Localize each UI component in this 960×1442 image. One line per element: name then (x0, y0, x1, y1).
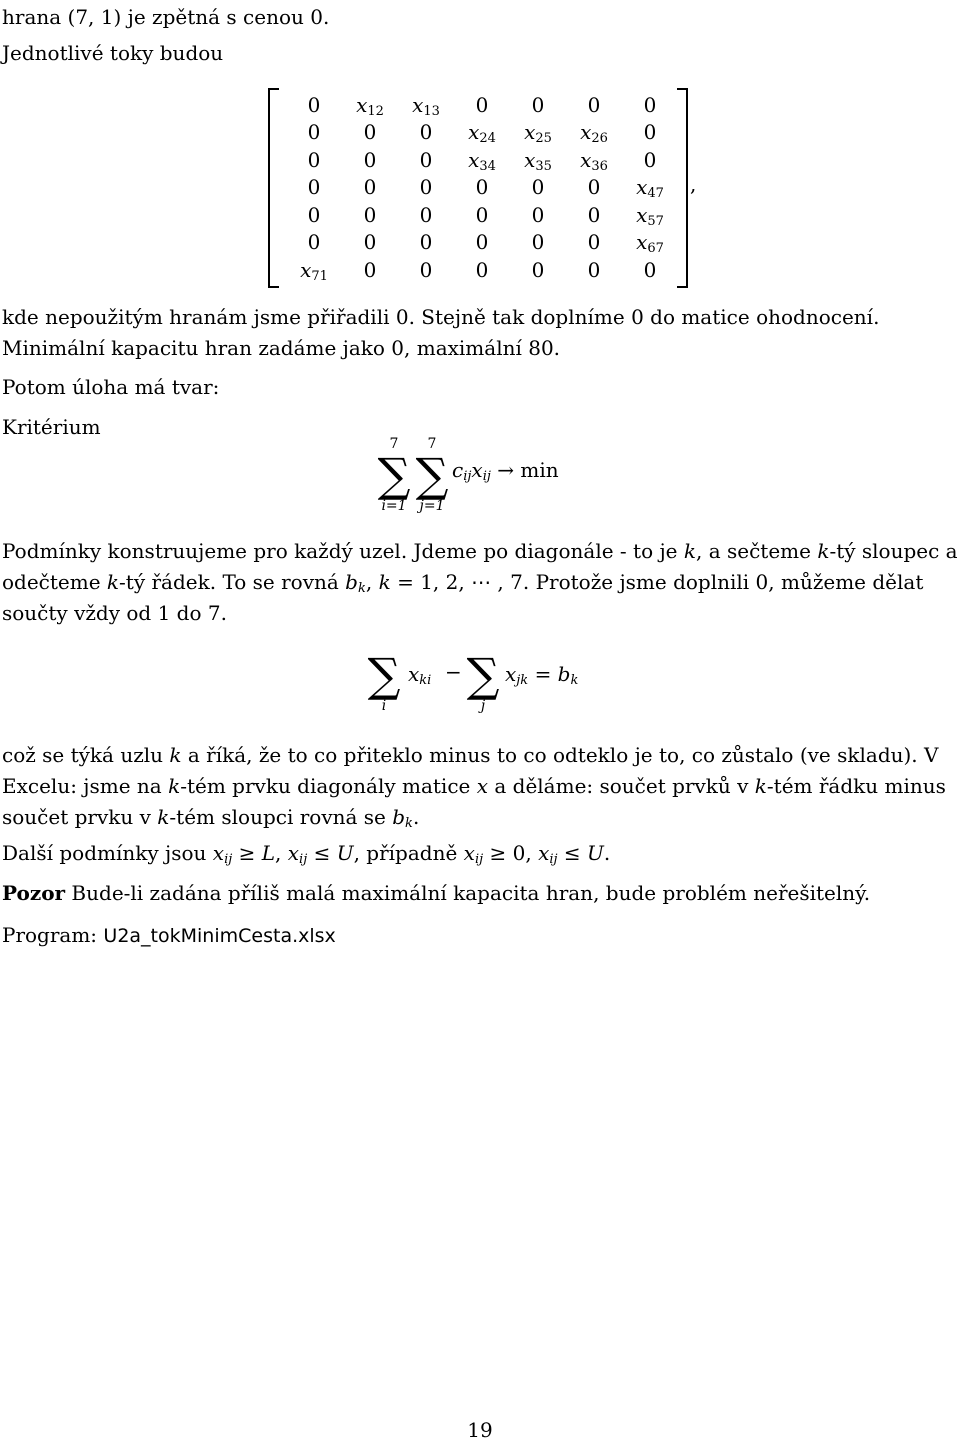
matrix-cell: 0 (307, 120, 321, 145)
matrix-cell: 0 (643, 147, 657, 172)
inflow-term: $x_{ki}$ (408, 662, 432, 688)
paragraph-node-balance: což se týká uzlu k a říká, že to co přiteklo minus to co odteklo je to, co zůstalo (ve skladu). V Excelu: jsme na k-tém prvku diagonály matice x a děláme: součet prvků v k-tém řádku minus součet prvku v k-tém sloupci rovná se $b_k$. (2, 743, 946, 831)
matrix-cell: $x_{24}$ (468, 120, 496, 147)
matrix-cell: 0 (419, 202, 433, 227)
matrix-cell: 0 (587, 257, 601, 282)
matrix-cell: 0 (643, 257, 657, 282)
matrix-row (286, 201, 678, 229)
intro-line-1: hrana (7, 1) je zpětná s cenou 0. (2, 5, 330, 29)
matrix-cell: 0 (363, 230, 377, 255)
program-filename: U2a_tokMinimCesta.xlsx (103, 925, 336, 947)
sum-j-lower: j=1 (419, 498, 445, 514)
sigma-symbol: ∑ (466, 648, 500, 702)
sum-j-upper: 7 (427, 436, 437, 452)
matrix-cell: $x_{36}$ (580, 147, 608, 174)
minus-sign: − (445, 660, 462, 684)
paragraph-bounds: Další podmínky jsou $x_{ij} \ge L$, $x_{ij} \le U$, případně $x_{ij} \ge 0$, $x_{ij} \le U$. (2, 841, 611, 867)
matrix-cell: 0 (307, 175, 321, 200)
warning-label: Pozor (2, 881, 66, 905)
matrix-cell: 0 (475, 230, 489, 255)
outflow-term: $x_{jk} = b_k$ (505, 662, 579, 688)
matrix-cell: 0 (531, 92, 545, 117)
matrix-cell: $x_{25}$ (524, 120, 552, 147)
matrix-cell: $x_{26}$ (580, 120, 608, 147)
matrix-cell: 0 (307, 92, 321, 117)
matrix-cell: $x_{71}$ (300, 257, 328, 284)
matrix-cell: 0 (307, 202, 321, 227)
matrix-cell: $x_{12}$ (356, 92, 384, 119)
matrix-cell: 0 (475, 202, 489, 227)
matrix-cell: 0 (587, 175, 601, 200)
matrix-cell: 0 (419, 257, 433, 282)
matrix-cell: 0 (531, 257, 545, 282)
sum-over-j-lower: j (480, 698, 486, 714)
matrix-cell: 0 (587, 92, 601, 117)
matrix-comma: , (690, 172, 697, 196)
paragraph-criterion: Kritérium (2, 415, 101, 439)
matrix-cell: 0 (419, 230, 433, 255)
page-number: 19 (467, 1418, 493, 1442)
matrix-cell: 0 (363, 147, 377, 172)
sigma-symbol: ∑ (367, 648, 401, 702)
sum-j (414, 436, 450, 514)
matrix-cell: 0 (419, 147, 433, 172)
matrix-cell: 0 (587, 230, 601, 255)
matrix-cell: 0 (531, 175, 545, 200)
sum-i-upper: 7 (389, 436, 399, 452)
matrix-cell: 0 (475, 92, 489, 117)
paragraph-unused-edges: kde nepoužitým hranám jsme přiřadili 0. Stejně tak doplníme 0 do matice ohodnocení. Minimální kapacitu hran zadáme jako 0, maximální 80. (2, 305, 880, 360)
matrix-cell: $x_{47}$ (636, 175, 664, 202)
matrix-grid (286, 91, 678, 284)
matrix-cell: 0 (419, 120, 433, 145)
sigma-symbol: ∑ (415, 448, 449, 502)
sum-over-i-lower: i (381, 698, 387, 714)
sum-over-j (465, 648, 501, 714)
matrix-row (286, 91, 678, 119)
matrix-row (286, 256, 678, 284)
matrix-left-bracket (268, 88, 279, 288)
paragraph-task-form: Potom úloha má tvar: (2, 375, 220, 399)
min-arrow: → min (497, 458, 559, 482)
objective-term (452, 458, 559, 482)
matrix-cell: 0 (531, 230, 545, 255)
cost-term: $c_{ij}x_{ij}$ (452, 458, 491, 484)
intro-line-2: Jednotlivé toky budou (2, 41, 224, 65)
matrix-cell: 0 (531, 202, 545, 227)
flow-matrix (268, 88, 688, 284)
matrix-cell: 0 (475, 175, 489, 200)
paragraph-program: Program: U2a_tokMinimCesta.xlsx (2, 923, 336, 947)
matrix-cell: 0 (363, 202, 377, 227)
matrix-cell: 0 (307, 147, 321, 172)
matrix-cell: $x_{67}$ (636, 230, 664, 257)
matrix-cell: 0 (363, 257, 377, 282)
matrix-cell: 0 (643, 120, 657, 145)
paragraph-warning: Pozor Bude-li zadána příliš malá maximální kapacita hran, bude problém neřešitelný. (2, 881, 871, 905)
matrix-cell: 0 (307, 230, 321, 255)
matrix-cell: 0 (475, 257, 489, 282)
matrix-cell: 0 (643, 92, 657, 117)
matrix-cell: $x_{34}$ (468, 147, 496, 174)
sigma-symbol: ∑ (377, 448, 411, 502)
matrix-cell: $x_{57}$ (636, 202, 664, 229)
matrix-row (286, 174, 678, 202)
matrix-cell: $x_{35}$ (524, 147, 552, 174)
matrix-cell: $x_{13}$ (412, 92, 440, 119)
matrix-cell: 0 (587, 202, 601, 227)
matrix-cell: 0 (363, 120, 377, 145)
matrix-row (286, 229, 678, 257)
matrix-cell: 0 (363, 175, 377, 200)
matrix-row (286, 146, 678, 174)
sum-i-lower: i=1 (381, 498, 407, 514)
matrix-row (286, 119, 678, 147)
paragraph-conditions: Podmínky konstruujeme pro každý uzel. Jdeme po diagonále - to je k, a sečteme k-tý sloupec a odečteme k-tý řádek. To se rovná $b_k$, k = 1, 2, ⋯ , 7. Protože jsme doplnili 0, můžeme dělat součty vždy od 1 do 7. (2, 539, 958, 625)
sum-i (376, 436, 412, 514)
matrix-right-bracket (677, 88, 688, 288)
matrix-cell: 0 (419, 175, 433, 200)
sum-over-i (366, 648, 402, 714)
